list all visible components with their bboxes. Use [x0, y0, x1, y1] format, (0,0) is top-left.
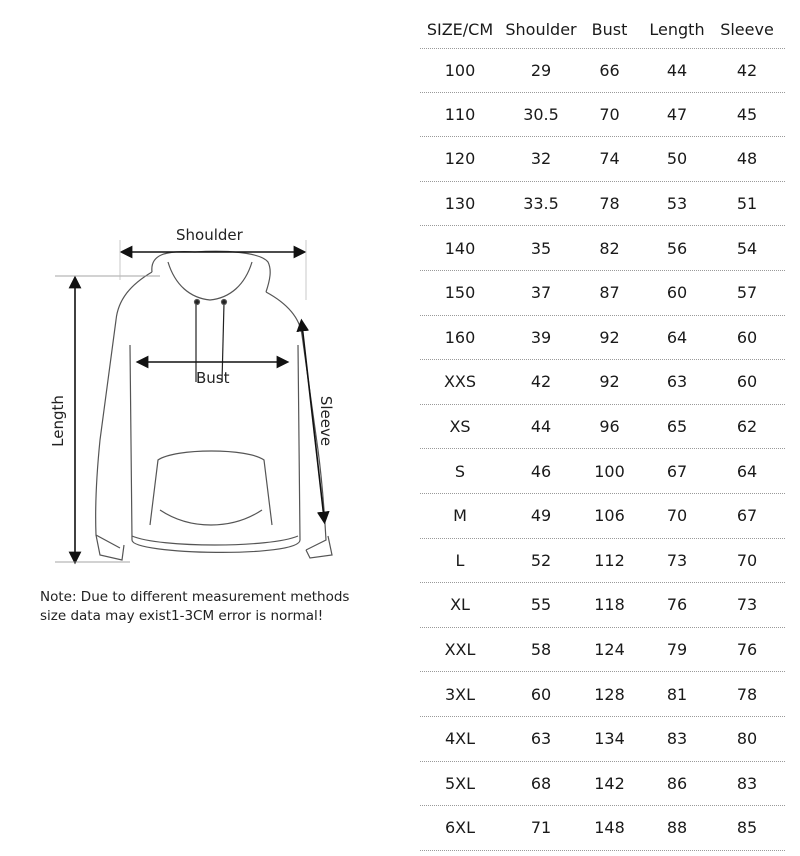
table-row: [420, 182, 785, 227]
table-cell: 134: [594, 729, 625, 749]
table-cell: 60: [666, 283, 688, 303]
header-bust: Bust: [591, 19, 628, 39]
table-row: [420, 717, 785, 762]
table-cell: 64: [736, 461, 758, 481]
table-cell: 57: [736, 283, 758, 303]
table-cell: 128: [594, 684, 625, 704]
table-cell: 142: [594, 773, 625, 793]
header-size: SIZE/CM: [426, 19, 494, 39]
table-cell: 92: [599, 372, 620, 392]
table-cell: 124: [594, 640, 625, 660]
table-cell: 39: [530, 327, 552, 347]
table-cell: 100: [444, 60, 476, 80]
table-cell: XL: [450, 595, 470, 615]
table-cell: 35: [530, 238, 552, 258]
table-cell: 92: [599, 327, 620, 347]
sleeve-label: Sleeve: [317, 395, 335, 447]
bust-label: Bust: [196, 369, 230, 387]
table-cell: 66: [599, 60, 620, 80]
table-cell: 70: [736, 550, 758, 570]
table-header-row: [420, 10, 785, 48]
header-length: Length: [649, 19, 705, 39]
table-cell: 88: [666, 818, 688, 838]
table-cell: 130: [444, 194, 476, 214]
table-row: [420, 494, 785, 539]
table-cell: S: [454, 461, 466, 481]
table-cell: XS: [449, 417, 471, 437]
table-cell: 96: [599, 417, 620, 437]
table-cell: 112: [594, 550, 625, 570]
table-cell: 78: [736, 684, 758, 704]
table-cell: 73: [736, 595, 758, 615]
table-cell: 68: [530, 773, 552, 793]
note-line: size data may exist1-3CM error is normal!: [40, 608, 324, 624]
table-cell: 78: [599, 194, 620, 214]
size-chart-table: [420, 10, 785, 851]
left-sleeve-outline: [96, 272, 152, 548]
table-cell: 54: [736, 238, 758, 258]
table-cell: 70: [666, 506, 688, 526]
table-cell: 60: [736, 327, 758, 347]
table-cell: 56: [666, 238, 688, 258]
table-cell: 44: [530, 417, 552, 437]
table-row: [420, 226, 785, 271]
hoodie-diagram: [0, 0, 420, 640]
table-row: [420, 316, 785, 361]
hood-outline: [152, 251, 270, 292]
table-cell: 63: [666, 372, 688, 392]
table-cell: 100: [594, 461, 625, 481]
table-cell: 120: [444, 149, 476, 169]
table-cell: XXS: [443, 372, 477, 392]
table-row: [420, 405, 785, 450]
table-cell: 80: [736, 729, 758, 749]
table-cell: 60: [530, 684, 552, 704]
table-row: [420, 628, 785, 673]
table-cell: 60: [736, 372, 758, 392]
table-cell: 49: [530, 506, 552, 526]
hoodie-drawing: [0, 0, 420, 640]
table-cell: 42: [530, 372, 552, 392]
table-cell: 67: [666, 461, 688, 481]
table-cell: 73: [666, 550, 688, 570]
table-cell: 87: [599, 283, 620, 303]
table-row: [420, 539, 785, 584]
table-cell: 6XL: [444, 818, 476, 838]
shoulder-label: Shoulder: [176, 226, 243, 244]
length-label: Length: [49, 395, 67, 447]
table-row: [420, 672, 785, 717]
header-sleeve: Sleeve: [720, 19, 774, 39]
table-cell: 5XL: [444, 773, 476, 793]
table-cell: 52: [530, 550, 552, 570]
measurement-note: [40, 588, 400, 626]
table-cell: 55: [530, 595, 552, 615]
table-row: [420, 806, 785, 851]
table-cell: 67: [736, 506, 758, 526]
pocket-outline: [150, 451, 272, 525]
table-cell: 76: [736, 640, 758, 660]
table-cell: 32: [530, 149, 552, 169]
table-cell: 4XL: [444, 729, 476, 749]
table-cell: 70: [599, 104, 620, 124]
table-row: [420, 583, 785, 628]
table-cell: 30.5: [523, 104, 559, 124]
table-cell: 37: [530, 283, 552, 303]
table-cell: 51: [736, 194, 758, 214]
table-cell: 45: [736, 104, 758, 124]
table-cell: 150: [444, 283, 476, 303]
table-cell: 118: [594, 595, 625, 615]
table-row: [420, 449, 785, 494]
table-row: [420, 93, 785, 138]
note-line: Note: Due to different measurement methods: [40, 589, 350, 605]
table-cell: 76: [666, 595, 688, 615]
table-cell: 47: [666, 104, 688, 124]
table-cell: M: [453, 506, 467, 526]
table-cell: 71: [530, 818, 552, 838]
table-cell: 63: [530, 729, 552, 749]
table-cell: 65: [666, 417, 688, 437]
table-cell: 46: [530, 461, 552, 481]
table-cell: 86: [666, 773, 688, 793]
table-cell: 3XL: [444, 684, 476, 704]
table-cell: 82: [599, 238, 620, 258]
table-cell: 106: [594, 506, 625, 526]
table-cell: 85: [736, 818, 758, 838]
table-cell: 29: [530, 60, 552, 80]
table-row: [420, 360, 785, 405]
table-cell: 74: [599, 149, 620, 169]
table-cell: 58: [530, 640, 552, 660]
table-cell: 33.5: [523, 194, 559, 214]
table-cell: 160: [444, 327, 476, 347]
table-cell: 50: [666, 149, 688, 169]
table-cell: 110: [444, 104, 476, 124]
table-cell: 81: [666, 684, 688, 704]
table-cell: 53: [666, 194, 688, 214]
table-cell: 42: [736, 60, 758, 80]
table-cell: L: [455, 550, 465, 570]
table-cell: 44: [666, 60, 688, 80]
table-cell: 64: [666, 327, 688, 347]
table-cell: XXL: [444, 640, 476, 660]
table-cell: 83: [666, 729, 688, 749]
table-cell: 79: [666, 640, 688, 660]
header-shoulder: Shoulder: [505, 19, 577, 39]
table-row: [420, 762, 785, 807]
table-cell: 148: [594, 818, 625, 838]
table-row: [420, 137, 785, 182]
table-cell: 62: [736, 417, 758, 437]
table-cell: 140: [444, 238, 476, 258]
table-row: [420, 271, 785, 316]
table-cell: 83: [736, 773, 758, 793]
table-cell: 48: [736, 149, 758, 169]
table-row: [420, 48, 785, 93]
